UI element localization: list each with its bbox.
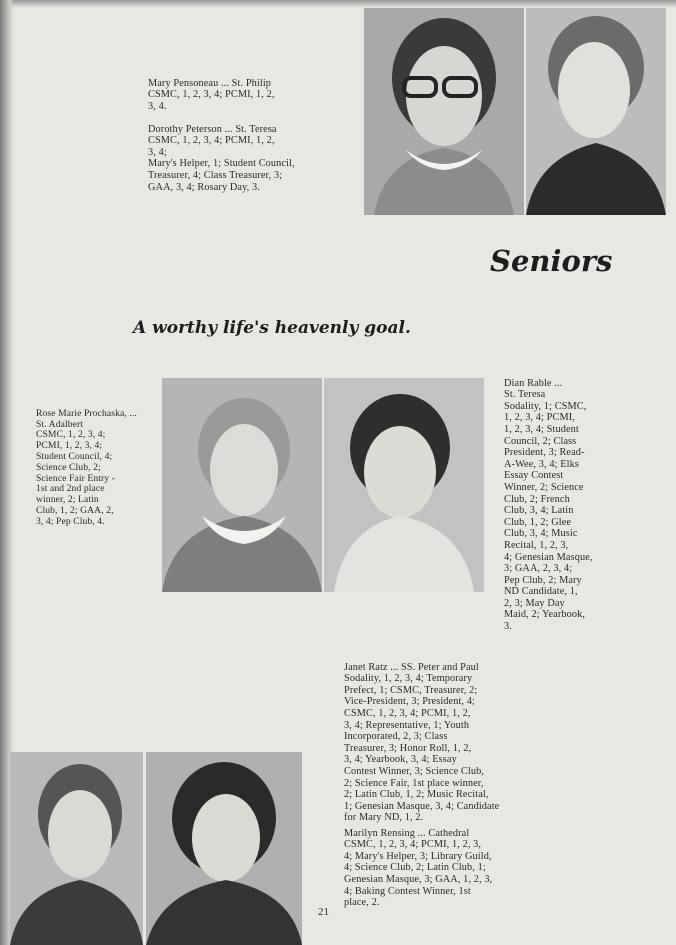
bio-pensoneau (148, 66, 358, 112)
page-number: 21 (318, 906, 329, 918)
portrait-peterson (526, 8, 666, 215)
bio-rensing (344, 816, 554, 909)
bio-activities: CSMC, 1, 2, 3, 4; PCMI, 1, 2, 3, 4; Mary's Helper, 3; Library Guild, 4; Science Club, 2; Latin Club, 1; Genesian Masque, 3; GAA, 1, 2, 3, 4; Baking Contest Winner, 1st place, 2. (344, 839, 493, 909)
bio-name: Dorothy Peterson ... St. Teresa (148, 123, 277, 135)
section-heading: Seniors (490, 244, 613, 278)
portrait-prochaska (162, 378, 322, 592)
bio-activities: CSMC, 1, 2, 3, 4; PCMI, 1, 2, 3, 4; Student Council, 4; Science Club, 2; Science Fair Entry - 1st and 2nd place winner, 2; Latin Club, 1, 2; GAA, 2, 3, 4; Pep Club, 4. (36, 429, 115, 527)
bio-name: Janet Ratz ... SS. Peter and Paul (344, 661, 479, 673)
bio-prochaska (36, 398, 160, 528)
portrait-ratz (10, 752, 143, 945)
bio-peterson (148, 112, 358, 193)
bio-rable (504, 366, 668, 633)
bio-name: Mary Pensoneau ... St. Philip (148, 77, 272, 89)
bio-activities: Sodality, 1, 2, 3, 4; Temporary Prefect, 1; CSMC, Treasurer, 2; Vice-President, 3; President, 4; CSMC, 1, 2, 3, 4; PCMI, 1, 2, 3, 4; Representative, 1; Youth Incorporated, 2, 3; Class Treasurer, 3; Honor Roll, 1, 2, 3, 4; Yearbook, 3, 4; Essay Contest Winner, 3; Science Club, 2; Science Fair, 1st place winner, 2; Latin Club, 1, 2; Music Recital, 1; Genesian Masque, 3, 4; Candidate for Mary ND, 1, 2. (344, 673, 500, 824)
bio-activities: CSMC, 1, 2, 3, 4; PCMI, 1, 2, 3, 4. (148, 89, 275, 112)
page-top-shadow (0, 0, 676, 8)
bio-name: Dian Rable ... St. Teresa (504, 377, 563, 401)
bio-name: Marilyn Rensing ... Cathedral (344, 827, 470, 839)
portrait-rensing (146, 752, 302, 945)
portrait-rable (324, 378, 484, 592)
bio-ratz (344, 650, 554, 824)
portrait-pensoneau (364, 8, 524, 215)
bio-activities: Sodality, 1; CSMC, 1, 2, 3, 4; PCMI, 1, 2, 3, 4; Student Council, 2; Class President, 3; Read- A-Wee, 3, 4; Elks Essay Contest Winner, 2; Science Club, 2; French Club, 3, 4; Latin Club, 1, 2; Glee Club, 3, 4; Music Recital, 1, 2, 3, 4; Genesian Masque, 3; GAA, 2, 3, 4; Pep Club, 2; Mary ND Candidate, 1, 2, 3; May Day Maid, 2; Yearbook, 3. (504, 400, 593, 633)
motto: A worthy life's heavenly goal. (133, 318, 411, 338)
bio-activities: CSMC, 1, 2, 3, 4; PCMI, 1, 2, 3, 4; Mary's Helper, 1; Student Council, Treasurer, 4; Class Treasurer, 3; GAA, 3, 4; Rosary Day, 3. (148, 135, 295, 193)
bio-name: Rose Marie Prochaska, ... St. Adalbert (36, 407, 137, 430)
